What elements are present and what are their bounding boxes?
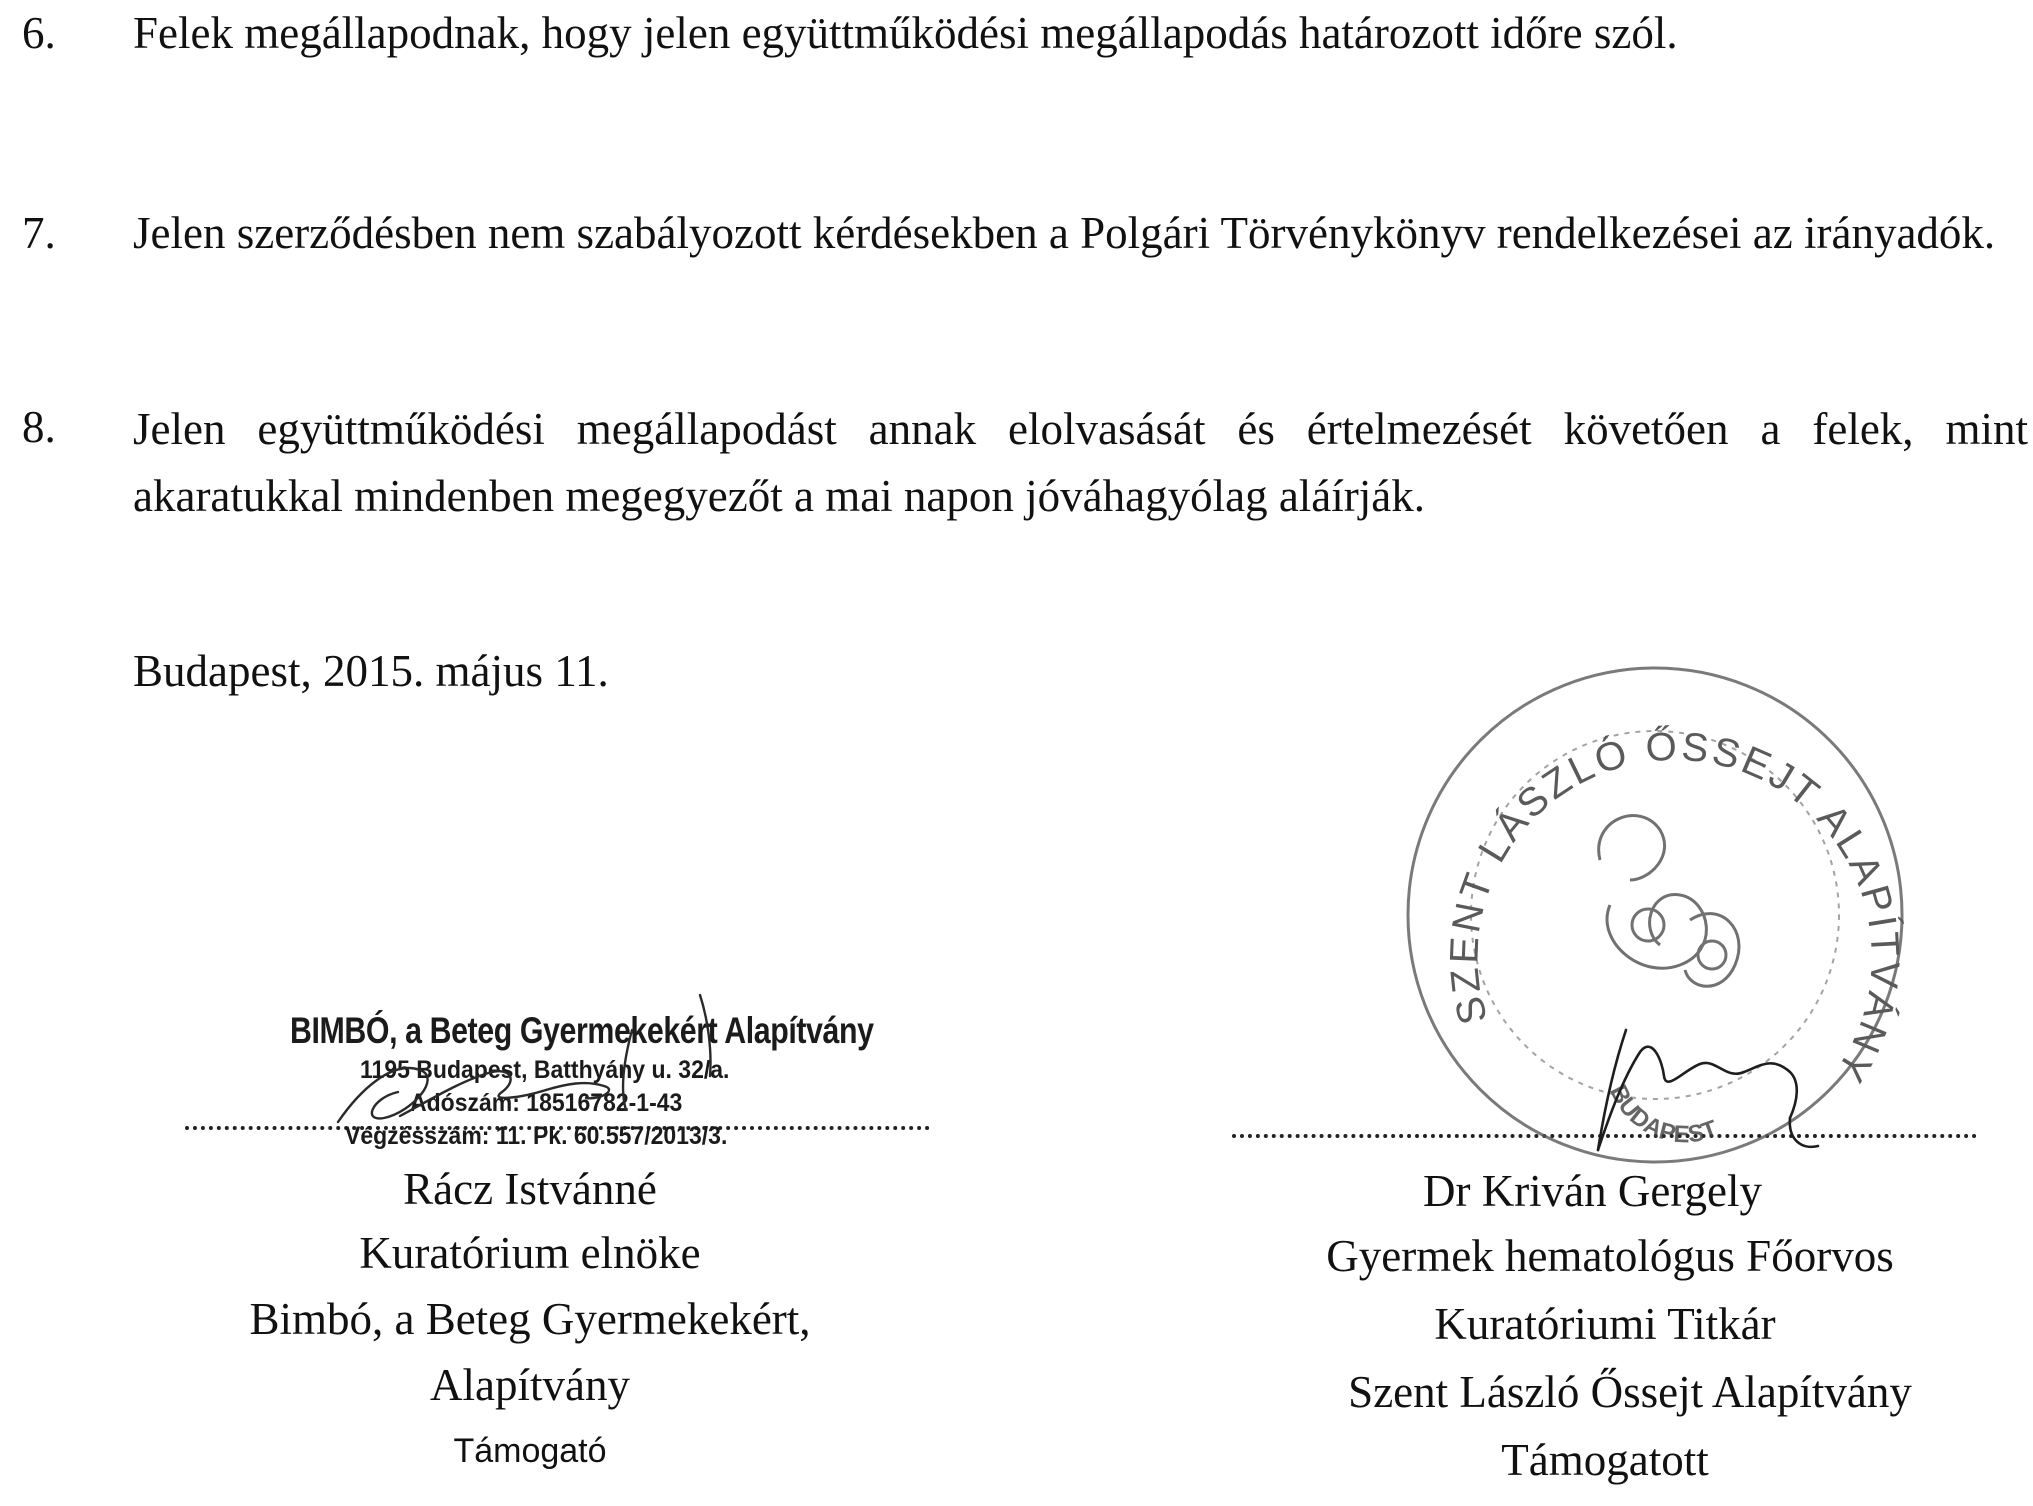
left-signatory-name: Rácz Istvánné — [403, 1164, 657, 1214]
seal-outer-text — [1442, 723, 1907, 1091]
left-signatory-block — [180, 1158, 880, 1484]
stamp-line-2: 1195 Budapest, Batthyány u. 32/a. — [360, 1056, 730, 1084]
right-handwritten-signature — [1598, 1030, 1818, 1150]
clause-8-number: 8. — [22, 402, 56, 452]
right-signatory-role: Támogatott — [1501, 1435, 1709, 1485]
right-signatory-title-2: Kuratóriumi Titkár — [1434, 1299, 1776, 1349]
seal-outer-text-path: SZENT LÁSZLÓ ŐSSEJT ALAPÍTVÁNY — [1442, 724, 1908, 1092]
left-signatory-org-line2: Alapítvány — [430, 1360, 630, 1410]
right-signatory-title-1: Gyermek hematológus Főorvos — [1326, 1231, 1894, 1281]
left-signatory-title: Kuratórium elnöke — [359, 1228, 701, 1278]
clause-6-number: 6. — [22, 8, 56, 58]
right-signatory-block — [1260, 1160, 1960, 1494]
seal-inner-text — [1604, 1081, 1721, 1149]
clause-7-number: 7. — [22, 208, 56, 258]
stamp-line-3: Adószám: 18516782-1-43 — [410, 1089, 683, 1117]
clause-7-text: Jelen szerződésben nem szabályozott kérdésekben a Polgári Törvénykönyv rendelkezései az irányadók. — [133, 208, 1996, 258]
place-and-date: Budapest, 2015. május 11. — [133, 646, 609, 696]
left-signatory-role: Támogató — [453, 1432, 607, 1470]
stamp-line-4: Végzésszám: 11. Pk. 60.557/2013/3. — [345, 1122, 728, 1150]
left-organization-stamp — [290, 1010, 1002, 1151]
right-signatory-org: Szent László Őssejt Alapítvány — [1348, 1367, 1912, 1417]
right-signature-line — [1232, 1134, 1977, 1138]
stamp-line-1: BIMBÓ, a Beteg Gyermekekért Alapítvány — [290, 1010, 874, 1051]
seal-inner-text-path: BUDAPEST — [1604, 1080, 1722, 1149]
seal-emblem-icon — [1599, 816, 1739, 987]
clause-8-text: Jelen együttműködési megállapodást annak elolvasását és értelmezését követően a felek, mint akaratukkal mindenben megegyezőt a mai napon jóváhagyólag aláírják. — [133, 404, 2028, 521]
right-signatory-name: Dr Kriván Gergely — [1422, 1166, 1763, 1216]
left-signatory-org-line1: Bimbó, a Beteg Gyermekekért, — [249, 1294, 811, 1344]
clause-6-text: Felek megállapodnak, hogy jelen együttműködési megállapodás határozott időre szól. — [133, 8, 1678, 58]
round-foundation-seal — [1408, 668, 1907, 1162]
